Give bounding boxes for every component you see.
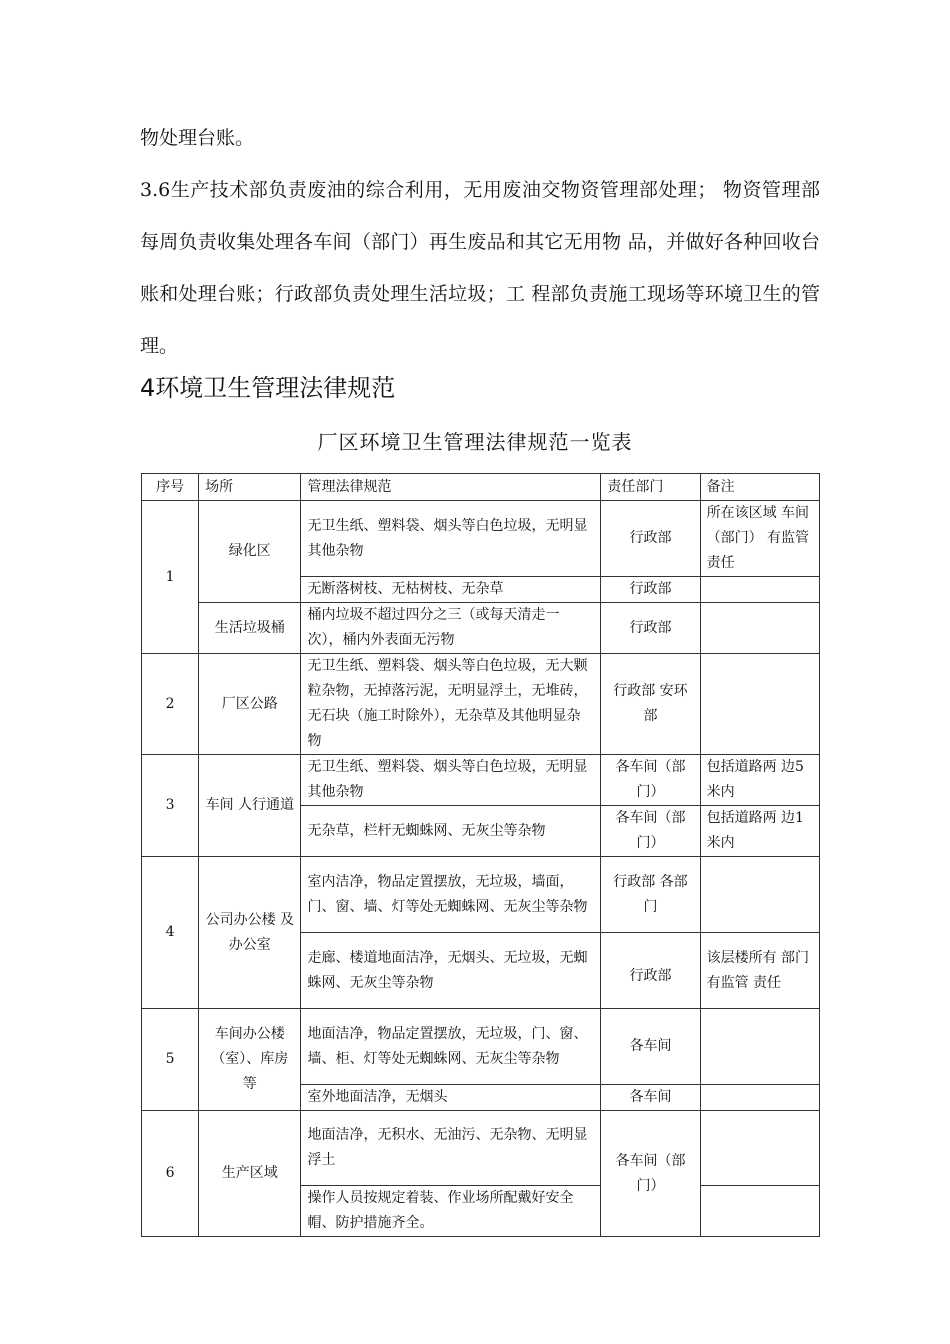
table-row	[142, 857, 820, 933]
cell-no: 2	[142, 654, 199, 755]
cell-note: 所在该区域 车间（部门） 有监管责任	[700, 501, 819, 577]
cell-note	[700, 577, 819, 603]
paragraph-text: 物处理台账。	[140, 127, 255, 149]
cell-rule: 无卫生纸、塑料袋、烟头等白色垃圾，无大颗粒杂物，无掉落污泥，无明显浮土，无堆砖，无石块（施工时除外），无杂草及其他明显杂物	[301, 654, 601, 755]
cell-no: 1	[142, 501, 199, 654]
header-place: 场所	[199, 474, 301, 501]
paragraph-3-6	[140, 164, 820, 372]
cell-note: 该层楼所有 部门有监管 责任	[700, 933, 819, 1009]
cell-note: 包括道路两 边1米内	[700, 806, 819, 857]
cell-rule: 无卫生纸、塑料袋、烟头等白色垃圾，无明显其他杂物	[301, 755, 601, 806]
cell-rule: 室外地面洁净，无烟头	[301, 1085, 601, 1111]
table-row	[142, 1009, 820, 1085]
cell-note	[700, 1111, 819, 1186]
cell-note	[700, 1009, 819, 1085]
cell-place: 车间办公楼（室）、库房等	[199, 1009, 301, 1111]
cell-no: 6	[142, 1111, 199, 1237]
table-title: 厂区环境卫生管理法律规范一览表	[317, 430, 633, 454]
table-row	[142, 755, 820, 806]
table-row	[142, 603, 820, 654]
table-row	[142, 654, 820, 755]
header-dept: 责任部门	[601, 474, 700, 501]
cell-place: 绿化区	[199, 501, 301, 603]
table-header-row	[142, 474, 820, 501]
paragraph-continuation	[140, 112, 820, 164]
cell-dept: 行政部	[601, 577, 700, 603]
cell-dept: 各车间（部门）	[601, 755, 700, 806]
cell-rule: 桶内垃圾不超过四分之三（或每天清走一次），桶内外表面无污物	[301, 603, 601, 654]
cell-no: 5	[142, 1009, 199, 1111]
table-row	[142, 1111, 820, 1186]
cell-rule: 无卫生纸、塑料袋、烟头等白色垃圾，无明显其他杂物	[301, 501, 601, 577]
cell-place: 生活垃圾桶	[199, 603, 301, 654]
cell-note	[700, 1085, 819, 1111]
cell-place: 车间 人行通道	[199, 755, 301, 857]
cell-rule: 无断落树枝、无枯树枝、无杂草	[301, 577, 601, 603]
cell-rule: 地面洁净，无积水、无油污、无杂物、无明显浮土	[301, 1111, 601, 1186]
cell-place: 公司办公楼 及办公室	[199, 857, 301, 1009]
cell-rule: 无杂草，栏杆无蜘蛛网、无灰尘等杂物	[301, 806, 601, 857]
cell-no: 3	[142, 755, 199, 857]
cell-no: 4	[142, 857, 199, 1009]
table-row	[142, 501, 820, 577]
cell-place: 厂区公路	[199, 654, 301, 755]
cell-dept: 行政部 安环部	[601, 654, 700, 755]
cell-place: 生产区域	[199, 1111, 301, 1237]
cell-rule: 地面洁净，物品定置摆放，无垃圾，门、窗、墙、柜、灯等处无蜘蛛网、无灰尘等杂物	[301, 1009, 601, 1085]
cell-note	[700, 603, 819, 654]
cell-dept: 行政部	[601, 603, 700, 654]
cell-note	[700, 857, 819, 933]
cell-dept: 各车间（部门）	[601, 806, 700, 857]
header-note: 备注	[700, 474, 819, 501]
cell-dept: 行政部	[601, 933, 700, 1009]
cell-note: 包括道路两 边5米内	[700, 755, 819, 806]
cell-dept: 各车间	[601, 1085, 700, 1111]
section-heading: 4环境卫生管理法律规范	[140, 374, 396, 402]
paragraph-text: 3.6生产技术部负责废油的综合利用，无用废油交物资管理部处理； 物资管理部每周负责收集处理各车间（部门）再生废品和其它无用物 品，并做好各种回收台账和处理台账；行政部负责处理生活垃圾；工 程部负责施工现场等环境卫生的管理。	[140, 179, 820, 357]
header-no: 序号	[142, 474, 199, 501]
header-rule: 管理法律规范	[301, 474, 601, 501]
cell-dept: 各车间（部门）	[601, 1111, 700, 1237]
cell-rule: 室内洁净，物品定置摆放，无垃圾，墙面，门、窗、墙、灯等处无蜘蛛网、无灰尘等杂物	[301, 857, 601, 933]
cell-rule: 操作人员按规定着装、作业场所配戴好安全帽、防护措施齐全。	[301, 1186, 601, 1237]
cell-note	[700, 654, 819, 755]
cell-dept: 行政部	[601, 501, 700, 577]
cell-dept: 行政部 各部门	[601, 857, 700, 933]
cell-rule: 走廊、楼道地面洁净，无烟头、无垃圾，无蜘蛛网、无灰尘等杂物	[301, 933, 601, 1009]
cell-note	[700, 1186, 819, 1237]
rules-table	[141, 473, 820, 1237]
cell-dept: 各车间	[601, 1009, 700, 1085]
